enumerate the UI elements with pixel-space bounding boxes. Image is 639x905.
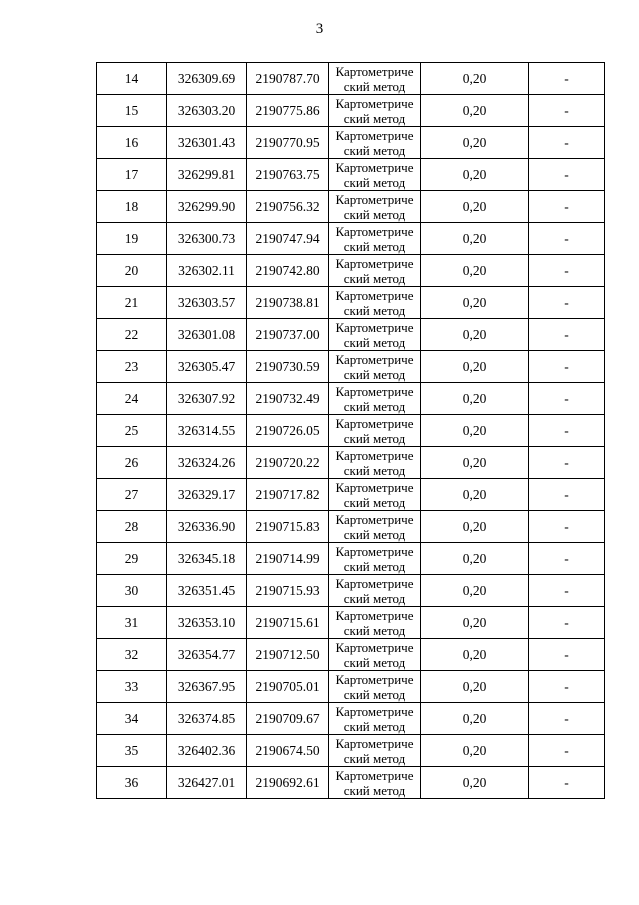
note-cell: - bbox=[529, 671, 605, 703]
y-coordinate-cell: 2190692.61 bbox=[247, 767, 329, 799]
method-cell bbox=[329, 287, 421, 319]
point-number-cell: 25 bbox=[97, 415, 167, 447]
y-coordinate-cell: 2190732.49 bbox=[247, 383, 329, 415]
accuracy-cell: 0,20 bbox=[421, 575, 529, 607]
x-coordinate-cell: 326303.57 bbox=[167, 287, 247, 319]
accuracy-cell: 0,20 bbox=[421, 319, 529, 351]
table-row bbox=[97, 671, 605, 703]
method-cell bbox=[329, 383, 421, 415]
y-coordinate-cell: 2190715.61 bbox=[247, 607, 329, 639]
note-cell: - bbox=[529, 575, 605, 607]
x-coordinate-cell: 326307.92 bbox=[167, 383, 247, 415]
point-number-cell: 27 bbox=[97, 479, 167, 511]
point-number-cell: 33 bbox=[97, 671, 167, 703]
y-coordinate-cell: 2190674.50 bbox=[247, 735, 329, 767]
x-coordinate-cell: 326314.55 bbox=[167, 415, 247, 447]
x-coordinate-cell: 326309.69 bbox=[167, 63, 247, 95]
point-number-cell: 26 bbox=[97, 447, 167, 479]
method-text-line: ский метод bbox=[343, 270, 406, 286]
point-number-cell: 29 bbox=[97, 543, 167, 575]
y-coordinate-cell: 2190715.83 bbox=[247, 511, 329, 543]
method-text-line: ский метод bbox=[343, 558, 406, 574]
method-cell bbox=[329, 575, 421, 607]
method-text-line: ский метод bbox=[343, 622, 406, 638]
method-cell bbox=[329, 607, 421, 639]
x-coordinate-cell: 326354.77 bbox=[167, 639, 247, 671]
method-cell bbox=[329, 255, 421, 287]
method-text-line: ский метод bbox=[343, 526, 406, 542]
x-coordinate-cell: 326351.45 bbox=[167, 575, 247, 607]
method-text-line: Картометриче bbox=[335, 447, 414, 463]
method-text-line: ский метод bbox=[343, 782, 406, 798]
x-coordinate-cell: 326353.10 bbox=[167, 607, 247, 639]
accuracy-cell: 0,20 bbox=[421, 223, 529, 255]
accuracy-cell: 0,20 bbox=[421, 607, 529, 639]
note-cell: - bbox=[529, 127, 605, 159]
note-cell: - bbox=[529, 511, 605, 543]
accuracy-cell: 0,20 bbox=[421, 287, 529, 319]
method-text-line: Картометриче bbox=[335, 703, 414, 719]
method-cell bbox=[329, 479, 421, 511]
note-cell: - bbox=[529, 255, 605, 287]
method-cell bbox=[329, 63, 421, 95]
accuracy-cell: 0,20 bbox=[421, 511, 529, 543]
method-cell bbox=[329, 191, 421, 223]
point-number-cell: 21 bbox=[97, 287, 167, 319]
method-text-line: Картометриче bbox=[335, 383, 414, 399]
accuracy-cell: 0,20 bbox=[421, 127, 529, 159]
table-row bbox=[97, 767, 605, 799]
table-row bbox=[97, 703, 605, 735]
point-number-cell: 24 bbox=[97, 383, 167, 415]
method-text-line: Картометриче bbox=[335, 543, 414, 559]
accuracy-cell: 0,20 bbox=[421, 383, 529, 415]
x-coordinate-cell: 326324.26 bbox=[167, 447, 247, 479]
note-cell: - bbox=[529, 95, 605, 127]
point-number-cell: 19 bbox=[97, 223, 167, 255]
y-coordinate-cell: 2190714.99 bbox=[247, 543, 329, 575]
method-text-line: ский метод bbox=[343, 462, 406, 478]
x-coordinate-cell: 326367.95 bbox=[167, 671, 247, 703]
method-cell bbox=[329, 639, 421, 671]
method-text-line: Картометриче bbox=[335, 255, 414, 271]
method-text-line: Картометриче bbox=[335, 95, 414, 111]
method-cell bbox=[329, 735, 421, 767]
method-cell bbox=[329, 95, 421, 127]
method-text-line: Картометриче bbox=[335, 575, 414, 591]
note-cell: - bbox=[529, 415, 605, 447]
note-cell: - bbox=[529, 735, 605, 767]
x-coordinate-cell: 326345.18 bbox=[167, 543, 247, 575]
point-number-cell: 34 bbox=[97, 703, 167, 735]
x-coordinate-cell: 326329.17 bbox=[167, 479, 247, 511]
x-coordinate-cell: 326336.90 bbox=[167, 511, 247, 543]
x-coordinate-cell: 326301.08 bbox=[167, 319, 247, 351]
coordinates-table bbox=[96, 62, 605, 799]
method-cell bbox=[329, 703, 421, 735]
y-coordinate-cell: 2190763.75 bbox=[247, 159, 329, 191]
method-text-line: Картометриче bbox=[335, 287, 414, 303]
table-row bbox=[97, 575, 605, 607]
method-text-line: ский метод bbox=[343, 654, 406, 670]
accuracy-cell: 0,20 bbox=[421, 671, 529, 703]
point-number-cell: 22 bbox=[97, 319, 167, 351]
method-text-line: Картометриче bbox=[335, 767, 414, 783]
method-text-line: ский метод bbox=[343, 366, 406, 382]
y-coordinate-cell: 2190705.01 bbox=[247, 671, 329, 703]
point-number-cell: 14 bbox=[97, 63, 167, 95]
point-number-cell: 16 bbox=[97, 127, 167, 159]
method-cell bbox=[329, 511, 421, 543]
method-text-line: Картометриче bbox=[335, 671, 414, 687]
point-number-cell: 36 bbox=[97, 767, 167, 799]
table-row bbox=[97, 127, 605, 159]
note-cell: - bbox=[529, 543, 605, 575]
method-cell bbox=[329, 319, 421, 351]
method-text-line: ский метод bbox=[343, 302, 406, 318]
note-cell: - bbox=[529, 383, 605, 415]
method-cell bbox=[329, 447, 421, 479]
method-text-line: Картометриче bbox=[335, 511, 414, 527]
accuracy-cell: 0,20 bbox=[421, 95, 529, 127]
page-number: 3 bbox=[315, 21, 324, 37]
method-text-line: ский метод bbox=[343, 430, 406, 446]
note-cell: - bbox=[529, 703, 605, 735]
y-coordinate-cell: 2190712.50 bbox=[247, 639, 329, 671]
method-text-line: Картометриче bbox=[335, 159, 414, 175]
table-row bbox=[97, 255, 605, 287]
point-number-cell: 28 bbox=[97, 511, 167, 543]
y-coordinate-cell: 2190738.81 bbox=[247, 287, 329, 319]
table-row bbox=[97, 607, 605, 639]
method-text-line: Картометриче bbox=[335, 191, 414, 207]
table-row bbox=[97, 479, 605, 511]
accuracy-cell: 0,20 bbox=[421, 351, 529, 383]
point-number-cell: 30 bbox=[97, 575, 167, 607]
method-text-line: Картометриче bbox=[335, 607, 414, 623]
x-coordinate-cell: 326305.47 bbox=[167, 351, 247, 383]
accuracy-cell: 0,20 bbox=[421, 639, 529, 671]
note-cell: - bbox=[529, 223, 605, 255]
method-text-line: ский метод bbox=[343, 334, 406, 350]
x-coordinate-cell: 326402.36 bbox=[167, 735, 247, 767]
y-coordinate-cell: 2190737.00 bbox=[247, 319, 329, 351]
table-row bbox=[97, 95, 605, 127]
method-text-line: ский метод bbox=[343, 206, 406, 222]
x-coordinate-cell: 326303.20 bbox=[167, 95, 247, 127]
y-coordinate-cell: 2190770.95 bbox=[247, 127, 329, 159]
method-cell bbox=[329, 415, 421, 447]
accuracy-cell: 0,20 bbox=[421, 767, 529, 799]
method-text-line: Картометриче bbox=[335, 223, 414, 239]
accuracy-cell: 0,20 bbox=[421, 447, 529, 479]
method-text-line: ский метод bbox=[343, 494, 406, 510]
table-row bbox=[97, 191, 605, 223]
note-cell: - bbox=[529, 191, 605, 223]
accuracy-cell: 0,20 bbox=[421, 63, 529, 95]
note-cell: - bbox=[529, 159, 605, 191]
note-cell: - bbox=[529, 447, 605, 479]
table-row bbox=[97, 735, 605, 767]
table-row bbox=[97, 287, 605, 319]
method-text-line: ский метод bbox=[343, 142, 406, 158]
y-coordinate-cell: 2190747.94 bbox=[247, 223, 329, 255]
y-coordinate-cell: 2190742.80 bbox=[247, 255, 329, 287]
method-text-line: ский метод bbox=[343, 718, 406, 734]
method-cell bbox=[329, 223, 421, 255]
method-text-line: ский метод bbox=[343, 110, 406, 126]
table-row bbox=[97, 63, 605, 95]
table-row bbox=[97, 223, 605, 255]
point-number-cell: 23 bbox=[97, 351, 167, 383]
table-row bbox=[97, 447, 605, 479]
y-coordinate-cell: 2190726.05 bbox=[247, 415, 329, 447]
method-text-line: Картометриче bbox=[335, 415, 414, 431]
y-coordinate-cell: 2190756.32 bbox=[247, 191, 329, 223]
point-number-cell: 20 bbox=[97, 255, 167, 287]
method-cell bbox=[329, 159, 421, 191]
y-coordinate-cell: 2190730.59 bbox=[247, 351, 329, 383]
x-coordinate-cell: 326299.90 bbox=[167, 191, 247, 223]
note-cell: - bbox=[529, 639, 605, 671]
method-text-line: ский метод bbox=[343, 398, 406, 414]
y-coordinate-cell: 2190709.67 bbox=[247, 703, 329, 735]
note-cell: - bbox=[529, 319, 605, 351]
method-cell bbox=[329, 767, 421, 799]
x-coordinate-cell: 326302.11 bbox=[167, 255, 247, 287]
method-text-line: Картометриче bbox=[335, 63, 414, 79]
table-row bbox=[97, 159, 605, 191]
accuracy-cell: 0,20 bbox=[421, 735, 529, 767]
method-text-line: ский метод bbox=[343, 750, 406, 766]
accuracy-cell: 0,20 bbox=[421, 159, 529, 191]
point-number-cell: 35 bbox=[97, 735, 167, 767]
method-cell bbox=[329, 543, 421, 575]
method-text-line: ский метод bbox=[343, 238, 406, 254]
point-number-cell: 18 bbox=[97, 191, 167, 223]
table-row bbox=[97, 383, 605, 415]
accuracy-cell: 0,20 bbox=[421, 479, 529, 511]
y-coordinate-cell: 2190715.93 bbox=[247, 575, 329, 607]
method-text-line: Картометриче bbox=[335, 319, 414, 335]
accuracy-cell: 0,20 bbox=[421, 415, 529, 447]
point-number-cell: 15 bbox=[97, 95, 167, 127]
method-text-line: Картометриче bbox=[335, 639, 414, 655]
note-cell: - bbox=[529, 63, 605, 95]
note-cell: - bbox=[529, 287, 605, 319]
x-coordinate-cell: 326300.73 bbox=[167, 223, 247, 255]
accuracy-cell: 0,20 bbox=[421, 255, 529, 287]
method-cell bbox=[329, 127, 421, 159]
y-coordinate-cell: 2190775.86 bbox=[247, 95, 329, 127]
method-text-line: Картометриче bbox=[335, 735, 414, 751]
table-row bbox=[97, 415, 605, 447]
method-cell bbox=[329, 351, 421, 383]
accuracy-cell: 0,20 bbox=[421, 191, 529, 223]
table-row bbox=[97, 543, 605, 575]
coordinates-table-body bbox=[97, 63, 605, 799]
y-coordinate-cell: 2190787.70 bbox=[247, 63, 329, 95]
x-coordinate-cell: 326374.85 bbox=[167, 703, 247, 735]
accuracy-cell: 0,20 bbox=[421, 703, 529, 735]
note-cell: - bbox=[529, 479, 605, 511]
accuracy-cell: 0,20 bbox=[421, 543, 529, 575]
note-cell: - bbox=[529, 351, 605, 383]
method-text-line: ский метод bbox=[343, 174, 406, 190]
method-text-line: Картометриче bbox=[335, 127, 414, 143]
point-number-cell: 32 bbox=[97, 639, 167, 671]
note-cell: - bbox=[529, 767, 605, 799]
note-cell: - bbox=[529, 607, 605, 639]
x-coordinate-cell: 326301.43 bbox=[167, 127, 247, 159]
method-text-line: Картометриче bbox=[335, 479, 414, 495]
y-coordinate-cell: 2190720.22 bbox=[247, 447, 329, 479]
x-coordinate-cell: 326299.81 bbox=[167, 159, 247, 191]
table-row bbox=[97, 639, 605, 671]
point-number-cell: 17 bbox=[97, 159, 167, 191]
method-text-line: ский метод bbox=[343, 686, 406, 702]
method-text-line: ский метод bbox=[343, 78, 406, 94]
y-coordinate-cell: 2190717.82 bbox=[247, 479, 329, 511]
method-text-line: ский метод bbox=[343, 590, 406, 606]
method-text-line: Картометриче bbox=[335, 351, 414, 367]
table-row bbox=[97, 511, 605, 543]
method-cell bbox=[329, 671, 421, 703]
table-row bbox=[97, 351, 605, 383]
table-row bbox=[97, 319, 605, 351]
point-number-cell: 31 bbox=[97, 607, 167, 639]
x-coordinate-cell: 326427.01 bbox=[167, 767, 247, 799]
